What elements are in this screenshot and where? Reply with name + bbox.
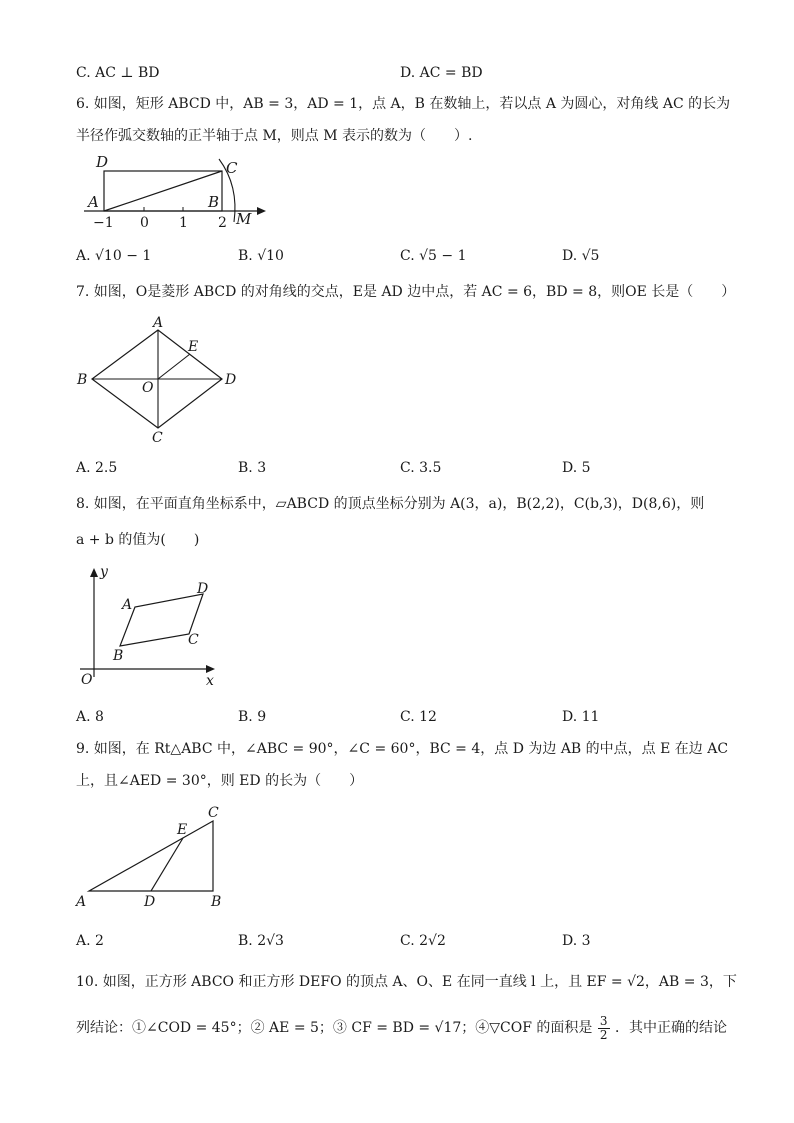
tick-label-2: 2 [218,215,227,231]
q10-stem-line1: 10. 如图，正方形 ABCO 和正方形 DEFO 的顶点 A、O、E 在同一直线 l 上，且 EF = √2，AB = 3，下 [76,974,737,990]
triangle-abc [89,821,213,891]
q5-option-c: C. AC ⊥ BD [76,65,160,81]
fraction-numerator: 3 [599,1013,608,1028]
number-line-arrow [257,207,266,215]
label-d: D [225,372,237,388]
q6-stem-line1: 6. 如图，矩形 ABCD 中，AB = 3，AD = 1，点 A，B 在数轴上，若以点 A 为圆心，对角线 AC 的长为 [76,96,731,112]
tick-label-minus1: −1 [93,215,114,231]
label-b: B [208,193,220,211]
label-a: A [88,193,99,211]
q6-number-line-figure [76,150,286,232]
tick-label-1: 1 [179,215,188,231]
q7-option-d: D. 5 [562,460,591,476]
q7-rhombus-figure [72,312,247,447]
label-e: E [177,822,188,838]
label-d: D [197,581,209,597]
q9-option-d: D. 3 [562,933,591,949]
q7-option-a: A. 2.5 [76,460,118,476]
q6-option-c: C. √5 − 1 [400,248,467,264]
q10-conclusions-text: 列结论：①∠COD = 45°；② AE = 5；③ CF = BD = √17；④▽COF 的面积是 [76,1020,593,1036]
label-d: D [96,153,109,171]
label-c: C [208,805,219,821]
q6-option-d: D. √5 [562,248,600,264]
q8-stem-line2: a + b 的值为( ) [76,532,200,548]
label-x: x [206,673,214,689]
q8-option-a: A. 8 [76,709,104,725]
q10-conclusions-tail: ．其中正确的结论 [614,1020,727,1036]
fraction-denominator: 2 [599,1027,608,1042]
fraction-three-halves [598,1015,610,1042]
q8-option-b: B. 9 [238,709,267,725]
label-d: D [144,894,156,910]
label-c: C [226,159,238,177]
q9-option-b: B. 2√3 [238,933,284,949]
x-axis-arrow [206,665,215,673]
q6-stem-line2: 半径作弧交数轴的正半轴于点 M，则点 M 表示的数为（ ）. [76,128,473,144]
q10-stem-line2 [76,1010,727,1046]
segment-oe [158,354,190,379]
label-a: A [122,597,133,613]
q8-option-c: C. 12 [400,709,437,725]
label-b: B [211,894,222,910]
label-a: A [76,894,87,910]
q5-option-d: D. AC = BD [400,65,483,81]
label-b: B [77,372,88,388]
label-b: B [113,648,124,664]
diagonal-ac [104,171,222,211]
q7-option-c: C. 3.5 [400,460,442,476]
q8-option-d: D. 11 [562,709,600,725]
label-c: C [188,632,199,648]
q6-option-b: B. √10 [238,248,284,264]
q9-option-c: C. 2√2 [400,933,446,949]
q7-stem: 7. 如图，O是菱形 ABCD 的对角线的交点，E是 AD 边中点，若 AC = 6，BD = 8，则OE 长是（ ） [76,284,736,300]
label-o: O [81,672,93,688]
q9-stem-line2: 上，且∠AED = 30°，则 ED 的长为（ ） [76,773,364,789]
label-a: A [153,315,164,331]
q9-triangle-figure [72,800,242,912]
label-m: M [236,210,252,228]
q8-stem-line1: 8. 如图，在平面直角坐标系中，▱ABCD 的顶点坐标分别为 A(3，a)，B(2,2)，C(b,3)，D(8,6)，则 [76,496,705,512]
q6-option-a: A. √10 − 1 [76,248,152,264]
label-y: y [100,564,108,580]
q8-coordinate-figure [76,562,226,692]
tick-label-0: 0 [140,215,149,231]
y-axis-arrow [90,568,98,577]
label-o: O [142,380,154,396]
label-e: E [188,339,199,355]
q7-option-b: B. 3 [238,460,267,476]
q9-stem-line1: 9. 如图，在 Rt△ABC 中，∠ABC = 90°，∠C = 60°，BC = 4，点 D 为边 AB 的中点，点 E 在边 AC [76,741,729,757]
segment-de [151,838,183,891]
label-c: C [152,430,163,446]
q9-option-a: A. 2 [76,933,104,949]
